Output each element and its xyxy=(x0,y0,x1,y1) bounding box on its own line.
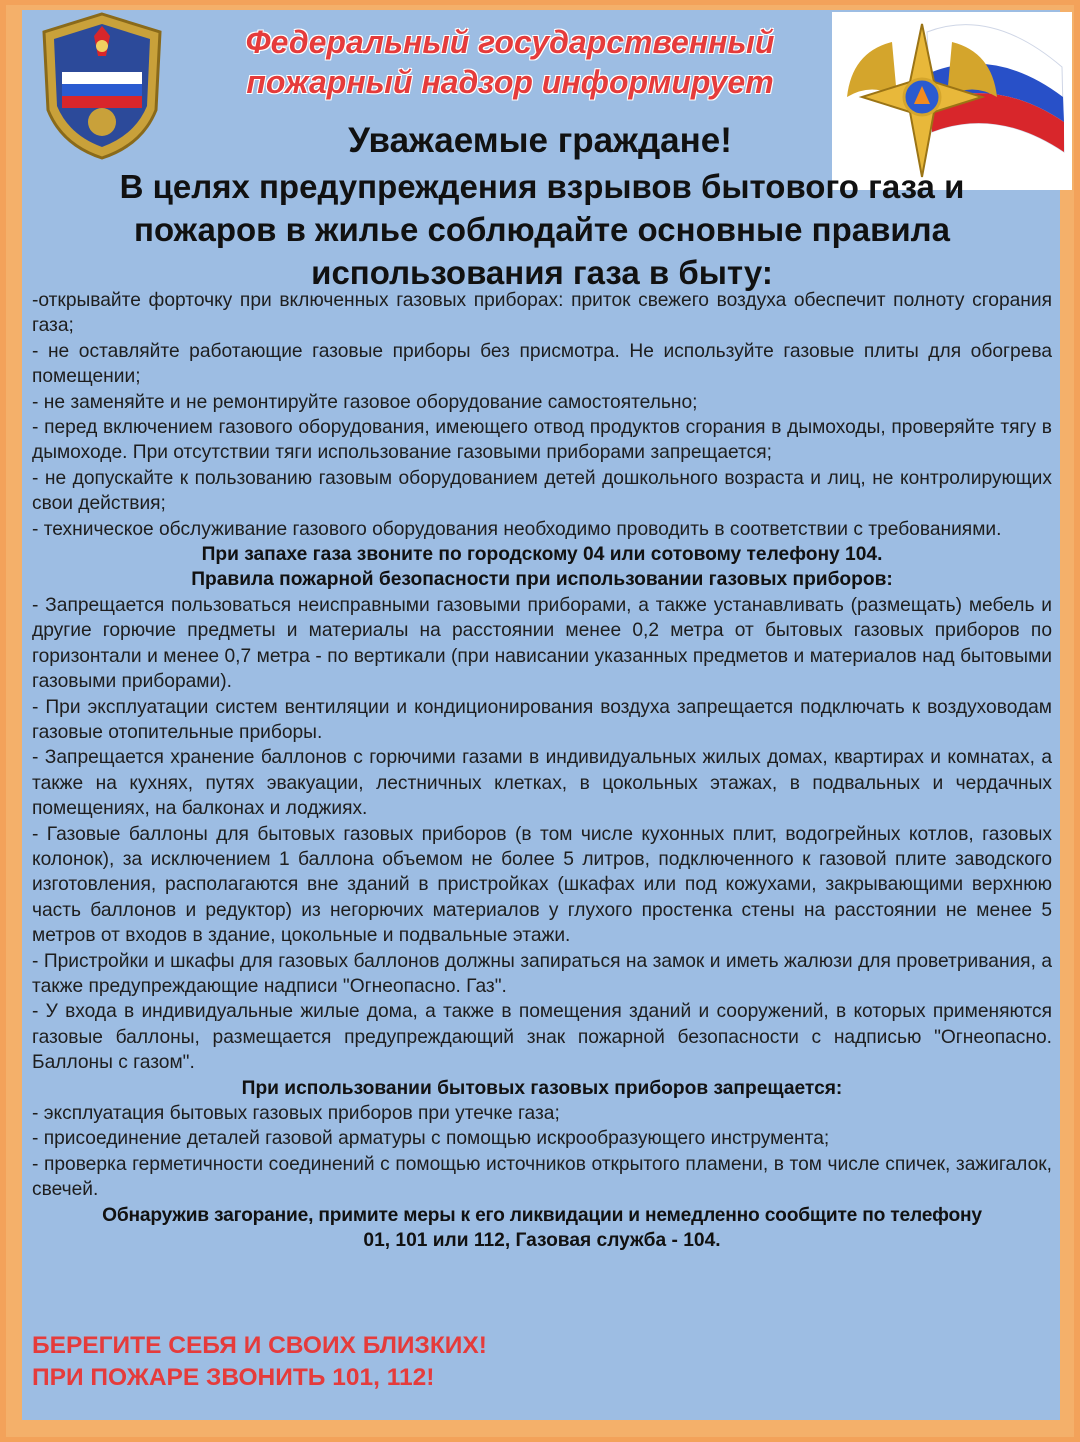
fire-rule-item: - Запрещается хранение баллонов с горючими газами в индивидуальных жилых домах, квартирах и комнатах, а также на кухнях, путях эвакуации, лестничных клетках, в цокольных этажах, в подвальных и чердачных помещениях, на балконах и лоджиях. xyxy=(32,747,1052,820)
fire-rule-item: - Газовые баллоны для бытовых газовых приборов (в том числе кухонных плит, водогрейных котлов, газовых колонок), за исключением 1 баллона объемом не более 5 литров, подключенного к газовой плите заводского изготовления, располагаются вне зданий в пристройках (шкафах или под кожухами, закрывающими верхнюю часть баллонов и редуктор) из негорючих материалов у глухого простенка стены на расстоянии не менее 5 метров от входов в здание, цокольные и подвальные этажи. xyxy=(32,823,1052,947)
gpn-emblem-icon xyxy=(32,10,172,160)
footer-warning xyxy=(32,1330,732,1394)
footer-line-1: БЕРЕГИТЕ СЕБЯ И СВОИХ БЛИЗКИХ! xyxy=(32,1332,487,1359)
rule-item: - техническое обслуживание газового оборудования необходимо проводить в соответствии с требованиями. xyxy=(32,518,1002,540)
prohibited-item: - проверка герметичности соединений с помощью источников открытого пламени, в том числе спичек, зажигалок, свечей. xyxy=(32,1153,1052,1201)
fire-rule-item: - Запрещается пользоваться неисправными газовыми приборами, а также устанавливать (размещать) мебель и другие горючие предметы и материалы на расстоянии менее 0,2 метра от бытовых газовых приборов по горизонтали и менее 0,7 метра - по вертикали (при нависании указанных предметов и материалов над бытовыми газовыми приборами). xyxy=(32,594,1052,693)
rule-item: -открывайте форточку при включенных газовых приборах: приток свежего воздуха обеспечит полноту сгорания газа; xyxy=(32,290,1052,337)
fire-found-phones: 01, 101 или 112, Газовая служба - 104. xyxy=(363,1230,721,1252)
rule-item: - не заменяйте и не ремонтируйте газовое оборудование самостоятельно; xyxy=(32,391,698,413)
rule-item: - не оставляйте работающие газовые приборы без присмотра. Не используйте газовые плиты для обогрева помещении; xyxy=(32,340,1052,388)
header-title xyxy=(200,22,820,102)
fire-rule-item: - У входа в индивидуальные жилые дома, а также в помещения зданий и сооружений, в которых применяются газовые баллоны, размещается предупреждающий знак пожарной безопасности с надписью "Огнеопасно. Баллоны с газом". xyxy=(32,1001,1052,1074)
header-line-1: Федеральный государственный xyxy=(245,24,775,60)
fire-rule-item: - При эксплуатации систем вентиляции и кондиционирования воздуха запрещается подключать к воздуховодам газовые отопительные приборы. xyxy=(32,696,1052,743)
rule-item: - не допускайте к пользованию газовым оборудованием детей дошкольного возраста и лиц, не контролирующих свои действия; xyxy=(32,467,1052,515)
prohibited-item: - эксплуатация бытовых газовых приборов при утечке газа; xyxy=(32,1103,560,1124)
fire-found-notice: Обнаружив загорание, примите меры к его ликвидации и немедленно сообщите по телефону xyxy=(102,1204,982,1226)
fire-rule-item: - Пристройки и шкафы для газовых баллонов должны запираться на замок и иметь жалюзи для проветривания, а также предупреждающие надписи "Огнеопасно. Газ". xyxy=(32,950,1052,997)
fire-rules-heading: Правила пожарной безопасности при использовании газовых приборов: xyxy=(191,569,893,591)
footer-line-2: ПРИ ПОЖАРЕ ЗВОНИТЬ 101, 112! xyxy=(32,1364,435,1391)
prohibited-item: - присоединение деталей газовой арматуры с помощью искрообразующего инструмента; xyxy=(32,1128,830,1150)
page-title: В целях предупреждения взрывов бытового газа и пожаров в жилье соблюдайте основные правила использования газа в быту: xyxy=(119,168,965,291)
header-line-2: пожарный надзор информирует xyxy=(246,64,774,100)
rule-item: - перед включением газового оборудования, имеющего отвод продуктов сгорания в дымоходы, проверяйте тягу в дымоходе. При отсутствии тяги использование газовыми приборами запрещается; xyxy=(32,417,1052,464)
mchs-emblem-flag-icon xyxy=(832,12,1072,190)
poster-body xyxy=(32,288,1052,1253)
gas-smell-notice: При запахе газа звоните по городскому 04 или сотовому телефону 104. xyxy=(201,544,883,566)
prohibited-heading: При использовании бытовых газовых приборов запрещается: xyxy=(241,1077,843,1099)
greeting: Уважаемые граждане! xyxy=(348,121,732,160)
